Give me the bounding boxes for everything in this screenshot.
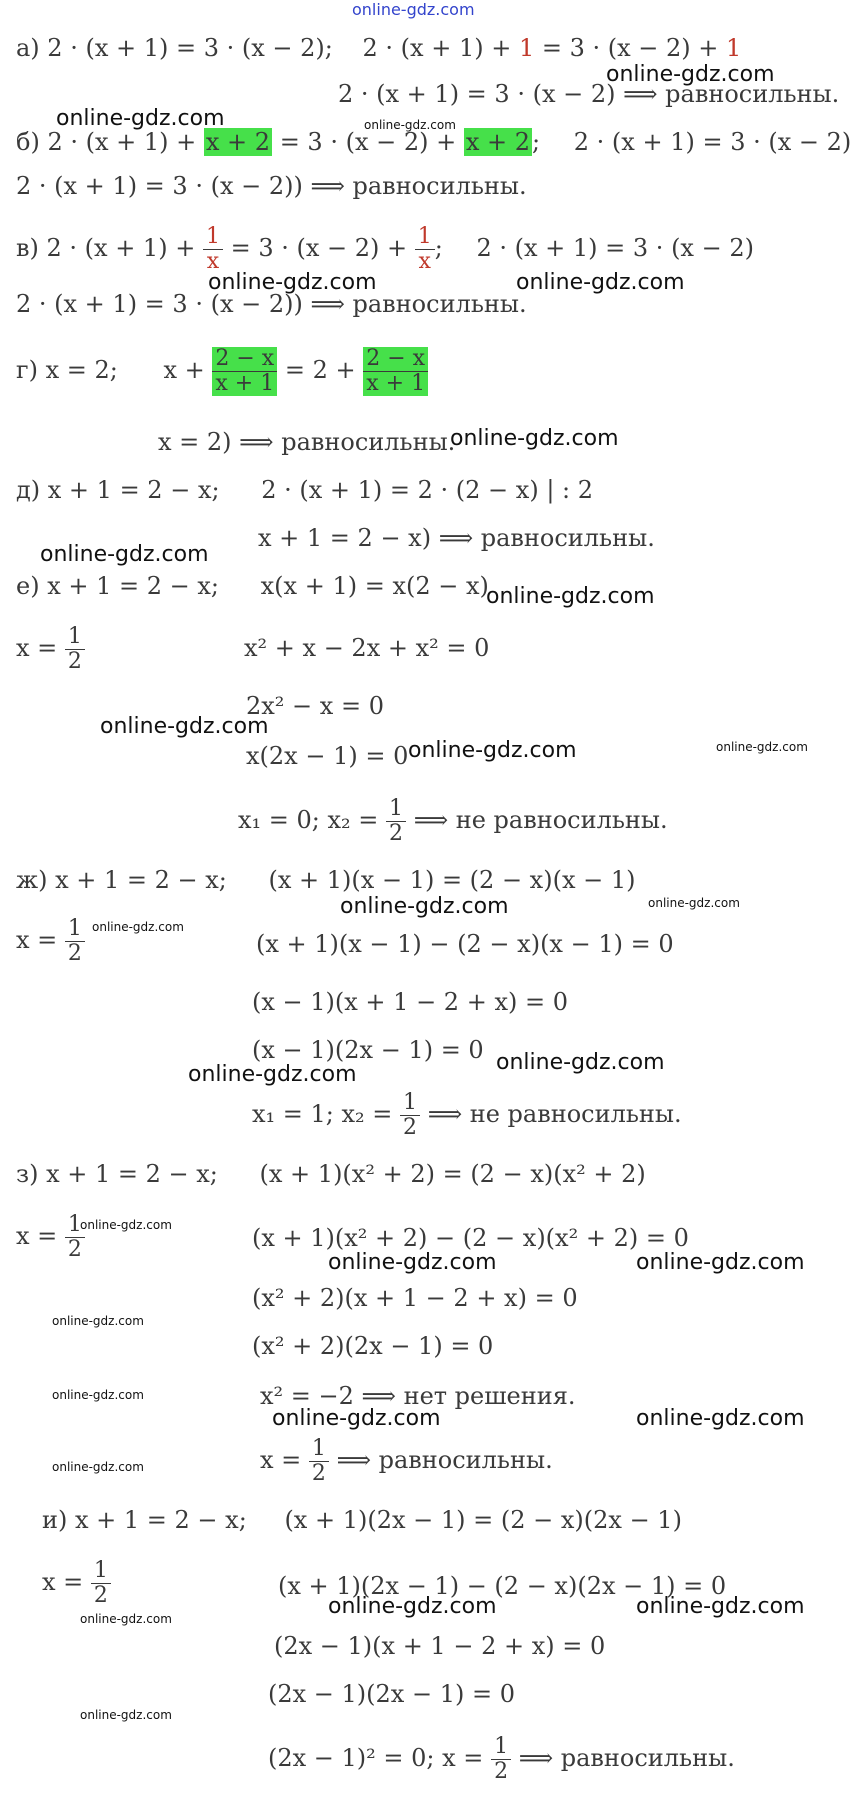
- watermark: online-gdz.com: [636, 1250, 805, 1275]
- watermark-top: online-gdz.com: [352, 0, 475, 19]
- fraction-one-half: $\frac{1}{2}$: [491, 1735, 511, 1784]
- line-v1: в) 2 · (x + 1) + $\frac{1}{x}$ = 3 · (x − 2) + $\frac{1}{x}$ ; 2 · (x + 1) = 3 · (x − 2): [16, 224, 754, 274]
- watermark: online-gdz.com: [516, 270, 685, 295]
- line-zh1: ж) x + 1 = 2 − x; (x + 1)(x − 1) = (2 − x)(x − 1): [16, 866, 636, 894]
- fraction-highlighted: $\frac{2 - x}{x + 1}$: [363, 347, 428, 396]
- watermark: online-gdz.com: [52, 1460, 144, 1474]
- line-zh5: x₁ = 1; x₂ = $\frac{1}{2}$ ⟹ не равносильны.: [252, 1090, 682, 1140]
- watermark: online-gdz.com: [648, 896, 740, 910]
- watermark: online-gdz.com: [40, 542, 209, 567]
- line-z6: x = $\frac{1}{2}$ ⟹ равносильны.: [260, 1436, 553, 1486]
- line-zh-x: x = $\frac{1}{2}$: [16, 910, 85, 970]
- fraction-one-half: $\frac{1}{2}$: [386, 797, 406, 846]
- fraction-1-over-x: $\frac{1}{x}$: [203, 225, 223, 274]
- line-z-x: x = $\frac{1}{2}$: [16, 1206, 85, 1266]
- line-z5: x² = −2 ⟹ нет решения.: [260, 1382, 576, 1410]
- watermark: online-gdz.com: [716, 740, 808, 754]
- line-b2: 2 · (x + 1) = 3 · (x − 2)) ⟹ равносильны.: [16, 172, 527, 200]
- watermark: online-gdz.com: [328, 1250, 497, 1275]
- watermark: online-gdz.com: [636, 1406, 805, 1431]
- fraction-one-half: $\frac{1}{2}$: [65, 1213, 85, 1262]
- fraction-one-half: $\frac{1}{2}$: [309, 1437, 329, 1486]
- line-e1: е) x + 1 = 2 − x; x(x + 1) = x(2 − x): [16, 572, 489, 600]
- watermark: online-gdz.com: [450, 426, 619, 451]
- line-zh3: (x − 1)(x + 1 − 2 + x) = 0: [252, 988, 568, 1016]
- watermark: online-gdz.com: [80, 1218, 172, 1232]
- watermark: online-gdz.com: [340, 894, 509, 919]
- line-i1: и) x + 1 = 2 − x; (x + 1)(2x − 1) = (2 − x)(2x − 1): [42, 1506, 682, 1534]
- fraction-one-half: $\frac{1}{2}$: [400, 1091, 420, 1140]
- watermark: online-gdz.com: [80, 1708, 172, 1722]
- watermark: online-gdz.com: [364, 118, 456, 132]
- line-z4: (x² + 2)(2x − 1) = 0: [252, 1332, 494, 1360]
- watermark: online-gdz.com: [272, 1406, 441, 1431]
- line-i5: (2x − 1)² = 0; x = $\frac{1}{2}$ ⟹ равносильны.: [268, 1734, 735, 1784]
- line-zh4: (x − 1)(2x − 1) = 0: [252, 1036, 484, 1064]
- fraction-one-half: $\frac{1}{2}$: [91, 1559, 111, 1608]
- line-i2: (x + 1)(2x − 1) − (2 − x)(2x − 1) = 0: [278, 1572, 727, 1600]
- watermark: online-gdz.com: [606, 62, 775, 87]
- watermark: online-gdz.com: [496, 1050, 665, 1075]
- line-v2: 2 · (x + 1) = 3 · (x − 2)) ⟹ равносильны.: [16, 290, 527, 318]
- line-e3: 2x² − x = 0: [246, 692, 384, 720]
- watermark: online-gdz.com: [636, 1594, 805, 1619]
- watermark: online-gdz.com: [52, 1388, 144, 1402]
- line-z2: (x + 1)(x² + 2) − (2 − x)(x² + 2) = 0: [252, 1224, 689, 1252]
- watermark: online-gdz.com: [486, 584, 655, 609]
- line-e2: x² + x − 2x + x² = 0: [244, 634, 490, 662]
- line-z1: з) x + 1 = 2 − x; (x + 1)(x² + 2) = (2 − x)(x² + 2): [16, 1160, 646, 1188]
- watermark: online-gdz.com: [100, 714, 269, 739]
- line-i3: (2x − 1)(x + 1 − 2 + x) = 0: [274, 1632, 606, 1660]
- line-i4: (2x − 1)(2x − 1) = 0: [268, 1680, 515, 1708]
- line-a1: а) 2 · (x + 1) = 3 · (x − 2); 2 · (x + 1) + 1 = 3 · (x − 2) + 1: [16, 34, 742, 62]
- fraction-highlighted: $\frac{2 - x}{x + 1}$: [212, 347, 277, 396]
- line-e4: x(2x − 1) = 0: [246, 742, 409, 770]
- fraction-1-over-x: $\frac{1}{x}$: [415, 225, 435, 274]
- line-e-x: x = $\frac{1}{2}$: [16, 618, 85, 678]
- line-a2: 2 · (x + 1) = 3 · (x − 2) ⟹ равносильны.: [338, 80, 840, 108]
- watermark: online-gdz.com: [80, 1612, 172, 1626]
- line-zh2: (x + 1)(x − 1) − (2 − x)(x − 1) = 0: [256, 930, 674, 958]
- watermark: online-gdz.com: [208, 270, 377, 295]
- watermark: online-gdz.com: [408, 738, 577, 763]
- watermark: online-gdz.com: [52, 1314, 144, 1328]
- line-e5: x₁ = 0; x₂ = $\frac{1}{2}$ ⟹ не равносильны.: [238, 796, 668, 846]
- line-d1: д) x + 1 = 2 − x; 2 · (x + 1) = 2 · (2 − x) | : 2: [16, 476, 594, 504]
- line-g1: г) x = 2; x + $\frac{2 - x}{x + 1}$ = 2 + $\frac{2 - x}{x + 1}$: [16, 340, 428, 400]
- line-g2: x = 2) ⟹ равносильны.: [158, 428, 456, 456]
- fraction-one-half: $\frac{1}{2}$: [65, 625, 85, 674]
- watermark: online-gdz.com: [56, 106, 225, 131]
- line-b1: б) 2 · (x + 1) + x + 2 = 3 · (x − 2) + x + 2; 2 · (x + 1) = 3 · (x − 2): [16, 128, 852, 156]
- line-d2: x + 1 = 2 − x) ⟹ равносильны.: [258, 524, 655, 552]
- watermark: online-gdz.com: [328, 1594, 497, 1619]
- watermark: online-gdz.com: [188, 1062, 357, 1087]
- line-z3: (x² + 2)(x + 1 − 2 + x) = 0: [252, 1284, 578, 1312]
- line-i-x: x = $\frac{1}{2}$: [42, 1552, 111, 1612]
- watermark: online-gdz.com: [92, 920, 184, 934]
- fraction-one-half: $\frac{1}{2}$: [65, 917, 85, 966]
